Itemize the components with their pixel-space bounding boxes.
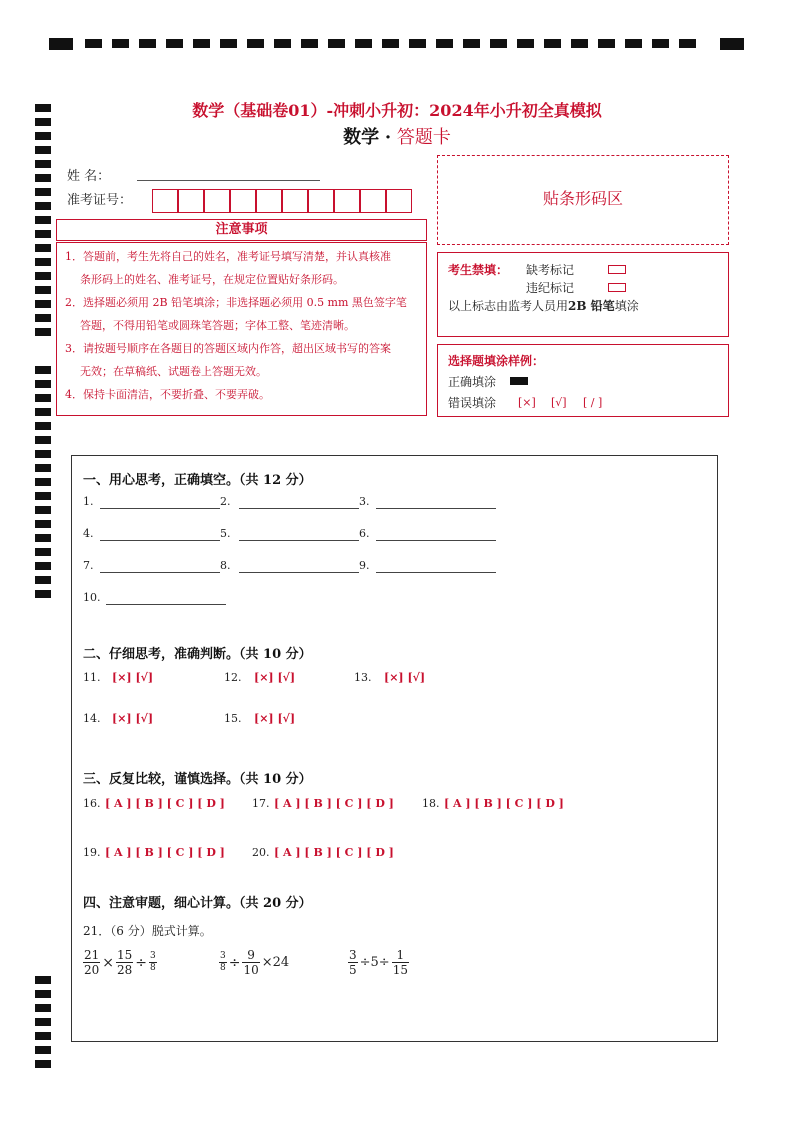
timing-mark: [625, 39, 642, 48]
answer-blank[interactable]: [239, 508, 359, 509]
exam-forbid-label: 考生禁填：: [448, 263, 509, 277]
fraction: [392, 948, 409, 977]
wrong-mark: [ / ]: [583, 396, 603, 409]
id-digit-box[interactable]: [178, 189, 204, 213]
id-digit-box[interactable]: [204, 189, 230, 213]
notes-box: [56, 242, 427, 416]
timing-mark: [355, 39, 372, 48]
absent-label: 缺考标记: [526, 263, 575, 277]
operator: ×: [102, 954, 115, 971]
id-digit-box[interactable]: [230, 189, 256, 213]
timing-mark: [85, 39, 102, 48]
timing-mark: [35, 216, 51, 224]
id-digit-box[interactable]: [256, 189, 282, 213]
exam-forbid-box: [437, 252, 729, 337]
timing-mark: [112, 39, 129, 48]
fill-sample-label: 选择题填涂样例：: [448, 354, 545, 368]
denominator: 10: [243, 963, 259, 977]
timing-mark: [35, 1046, 51, 1054]
timing-mark: [598, 39, 615, 48]
fraction: [242, 948, 259, 977]
correct-fill-sample: [510, 377, 528, 385]
subtitle-dot: ·: [384, 127, 392, 148]
subtitle-card: 答题卡: [396, 127, 451, 148]
name-field[interactable]: [137, 180, 320, 181]
subtitle-subject: 数学: [343, 127, 380, 148]
timing-mark: [35, 394, 51, 402]
answer-blank[interactable]: [100, 508, 220, 509]
timing-mark: [409, 39, 426, 48]
numerator: 3: [220, 951, 226, 961]
expression-3: [348, 948, 409, 977]
numerator: 15: [117, 948, 133, 962]
question-number: 5.: [220, 527, 231, 540]
expression-2: [219, 948, 291, 977]
timing-mark: [35, 478, 51, 486]
judge-options[interactable]: [×] [√]: [254, 712, 296, 725]
forbid-note-bold: 2B 铅笔: [568, 299, 615, 313]
numerator: 3: [349, 948, 357, 962]
timing-mark: [35, 990, 51, 998]
question-number: 7.: [83, 559, 94, 572]
timing-mark: [35, 366, 51, 374]
question-number: 19.: [83, 846, 101, 859]
answer-blank[interactable]: [239, 572, 359, 573]
timing-mark: [139, 39, 156, 48]
timing-mark: [35, 436, 51, 444]
denominator: 15: [392, 963, 408, 977]
note-line: 条形码上的姓名、准考证号，在规定位置贴好条形码。: [80, 273, 344, 286]
timing-mark: [35, 328, 51, 336]
timing-mark: [35, 534, 51, 542]
denominator: 8: [150, 963, 156, 973]
operator: ÷: [135, 954, 148, 971]
timing-mark: [35, 174, 51, 182]
timing-mark: [301, 39, 318, 48]
numerator: 1: [392, 948, 409, 963]
id-digit-box[interactable]: [282, 189, 308, 213]
timing-mark: [35, 408, 51, 416]
question-number: 18.: [422, 797, 440, 810]
timing-mark: [652, 39, 669, 48]
question-number: 12.: [224, 671, 242, 684]
timing-mark: [679, 39, 696, 48]
timing-mark: [247, 39, 264, 48]
question-number: 11.: [83, 671, 101, 684]
answer-blank[interactable]: [376, 508, 496, 509]
judge-options[interactable]: [×] [√]: [112, 712, 154, 725]
timing-mark: [544, 39, 561, 48]
notes-heading: 注意事项: [56, 219, 427, 241]
timing-mark: [35, 450, 51, 458]
timing-mark: [49, 38, 73, 50]
timing-mark: [490, 39, 507, 48]
operator: ÷: [228, 954, 241, 971]
timing-mark: [720, 38, 744, 50]
timing-mark: [35, 520, 51, 528]
question-number: 15.: [224, 712, 242, 725]
id-digit-box[interactable]: [386, 189, 412, 213]
answer-blank[interactable]: [239, 540, 359, 541]
note-line: 4．保持卡面清洁，不要折叠、不要弄破。: [65, 388, 270, 401]
timing-mark: [35, 590, 51, 598]
timing-mark: [35, 314, 51, 322]
timing-mark: [382, 39, 399, 48]
timing-mark: [35, 380, 51, 388]
timing-mark: [35, 548, 51, 556]
question-number: 3.: [359, 495, 370, 508]
denominator: 5: [349, 963, 357, 977]
choice-options[interactable]: [ A ] [ B ] [ C ] [ D ]: [105, 797, 225, 810]
judge-options[interactable]: [×] [√]: [112, 671, 154, 684]
question-number: 8.: [220, 559, 231, 572]
timing-mark: [571, 39, 588, 48]
id-label: 准考证号：: [67, 193, 133, 208]
name-label: 姓 名：: [67, 169, 111, 184]
question-21: 21．（6 分）脱式计算。: [83, 924, 212, 938]
forbid-note-suffix: 填涂: [614, 299, 639, 313]
timing-mark: [35, 272, 51, 280]
section-3-title: 三、反复比较，谨慎选择。（共 10 分）: [83, 772, 312, 787]
wrong-mark: [×]: [518, 396, 536, 409]
timing-mark: [220, 39, 237, 48]
violation-mark-box[interactable]: [608, 283, 626, 292]
expression-1: [83, 948, 157, 977]
timing-mark: [274, 39, 291, 48]
answer-blank[interactable]: [106, 604, 226, 605]
fraction: [348, 948, 358, 977]
timing-mark: [35, 1060, 51, 1068]
choice-options[interactable]: [ A ] [ B ] [ C ] [ D ]: [105, 846, 225, 859]
wrong-fill-label: 错误填涂: [448, 396, 497, 410]
judge-options[interactable]: [×] [√]: [384, 671, 426, 684]
timing-mark: [166, 39, 183, 48]
question-number: 13.: [354, 671, 372, 684]
timing-mark: [517, 39, 534, 48]
note-line: 2．选择题必须用 2B 铅笔填涂；非选择题必须用 0.5 mm 黑色签字笔: [65, 296, 407, 309]
id-digit-box[interactable]: [152, 189, 178, 213]
denominator: 28: [117, 963, 133, 977]
question-number: 16.: [83, 797, 101, 810]
timing-mark: [35, 1004, 51, 1012]
note-line: 无效；在草稿纸、试题卷上答题无效。: [80, 365, 267, 378]
timing-mark: [35, 464, 51, 472]
judge-options[interactable]: [×] [√]: [254, 671, 296, 684]
forbid-note-prefix: 以上标志由监考人员用: [448, 299, 569, 313]
fraction: [219, 951, 227, 974]
answer-area: [71, 455, 718, 1042]
timing-mark: [436, 39, 453, 48]
question-number: 17.: [252, 797, 270, 810]
correct-fill-label: 正确填涂: [448, 375, 497, 389]
absent-mark-box[interactable]: [608, 265, 626, 274]
answer-blank[interactable]: [100, 540, 220, 541]
timing-mark: [35, 202, 51, 210]
barcode-area: 贴条形码区: [437, 155, 729, 245]
fraction: [116, 948, 133, 977]
timing-mark: [35, 230, 51, 238]
section-1-title: 一、用心思考，正确填空。（共 12 分）: [83, 473, 312, 488]
operator: ×24: [261, 955, 290, 970]
timing-mark: [35, 976, 51, 984]
answer-blank[interactable]: [376, 572, 496, 573]
timing-mark: [35, 160, 51, 168]
fraction: [83, 948, 100, 977]
section-4-title: 四、注意审题，细心计算。（共 20 分）: [83, 896, 312, 911]
choice-options[interactable]: [ A ] [ B ] [ C ] [ D ]: [444, 797, 564, 810]
id-digit-box[interactable]: [360, 189, 386, 213]
timing-mark: [193, 39, 210, 48]
question-number: 6.: [359, 527, 370, 540]
denominator: 20: [84, 963, 100, 977]
id-digit-box[interactable]: [334, 189, 360, 213]
timing-mark: [35, 244, 51, 252]
id-digit-box[interactable]: [308, 189, 334, 213]
timing-mark: [35, 1018, 51, 1026]
violation-label: 违纪标记: [526, 281, 575, 295]
question-number: 20.: [252, 846, 270, 859]
answer-blank[interactable]: [100, 572, 220, 573]
forbid-note: [448, 297, 639, 314]
question-number: 4.: [83, 527, 94, 540]
fill-sample-box: [437, 344, 729, 417]
timing-mark: [35, 422, 51, 430]
numerator: 3: [150, 951, 156, 961]
section-2-title: 二、仔细思考，准确判断。（共 10 分）: [83, 647, 312, 662]
note-line: 3．请按题号顺序在各题目的答题区域内作答，超出区域书写的答案: [65, 342, 391, 355]
question-number: 9.: [359, 559, 370, 572]
question-number: 10.: [83, 591, 101, 604]
timing-mark: [328, 39, 345, 48]
choice-options[interactable]: [ A ] [ B ] [ C ] [ D ]: [274, 846, 394, 859]
question-number: 1.: [83, 495, 94, 508]
question-number: 14.: [83, 712, 101, 725]
denominator: 8: [220, 963, 226, 973]
answer-blank[interactable]: [376, 540, 496, 541]
timing-mark: [35, 506, 51, 514]
timing-mark: [35, 286, 51, 294]
timing-mark: [35, 492, 51, 500]
timing-mark: [35, 576, 51, 584]
fraction: [149, 951, 157, 974]
choice-options[interactable]: [ A ] [ B ] [ C ] [ D ]: [274, 797, 394, 810]
note-line: 1．答题前，考生先将自己的姓名，准考证号填写清楚，并认真核准: [65, 250, 391, 263]
note-line: 答题，不得用铅笔或圆珠笔答题；字体工整、笔迹清晰。: [80, 319, 355, 332]
timing-mark: [35, 188, 51, 196]
timing-mark: [35, 300, 51, 308]
timing-mark: [463, 39, 480, 48]
wrong-mark: [√]: [551, 396, 567, 409]
question-number: 2.: [220, 495, 231, 508]
page-subtitle: [0, 123, 794, 149]
numerator: 21: [84, 948, 100, 962]
numerator: 9: [242, 948, 259, 963]
timing-mark: [35, 562, 51, 570]
page-title: 数学（基础卷01）-冲刺小升初：2024年小升初全真模拟: [192, 101, 602, 120]
timing-mark: [35, 1032, 51, 1040]
operator: ÷5÷: [359, 955, 390, 970]
timing-mark: [35, 258, 51, 266]
